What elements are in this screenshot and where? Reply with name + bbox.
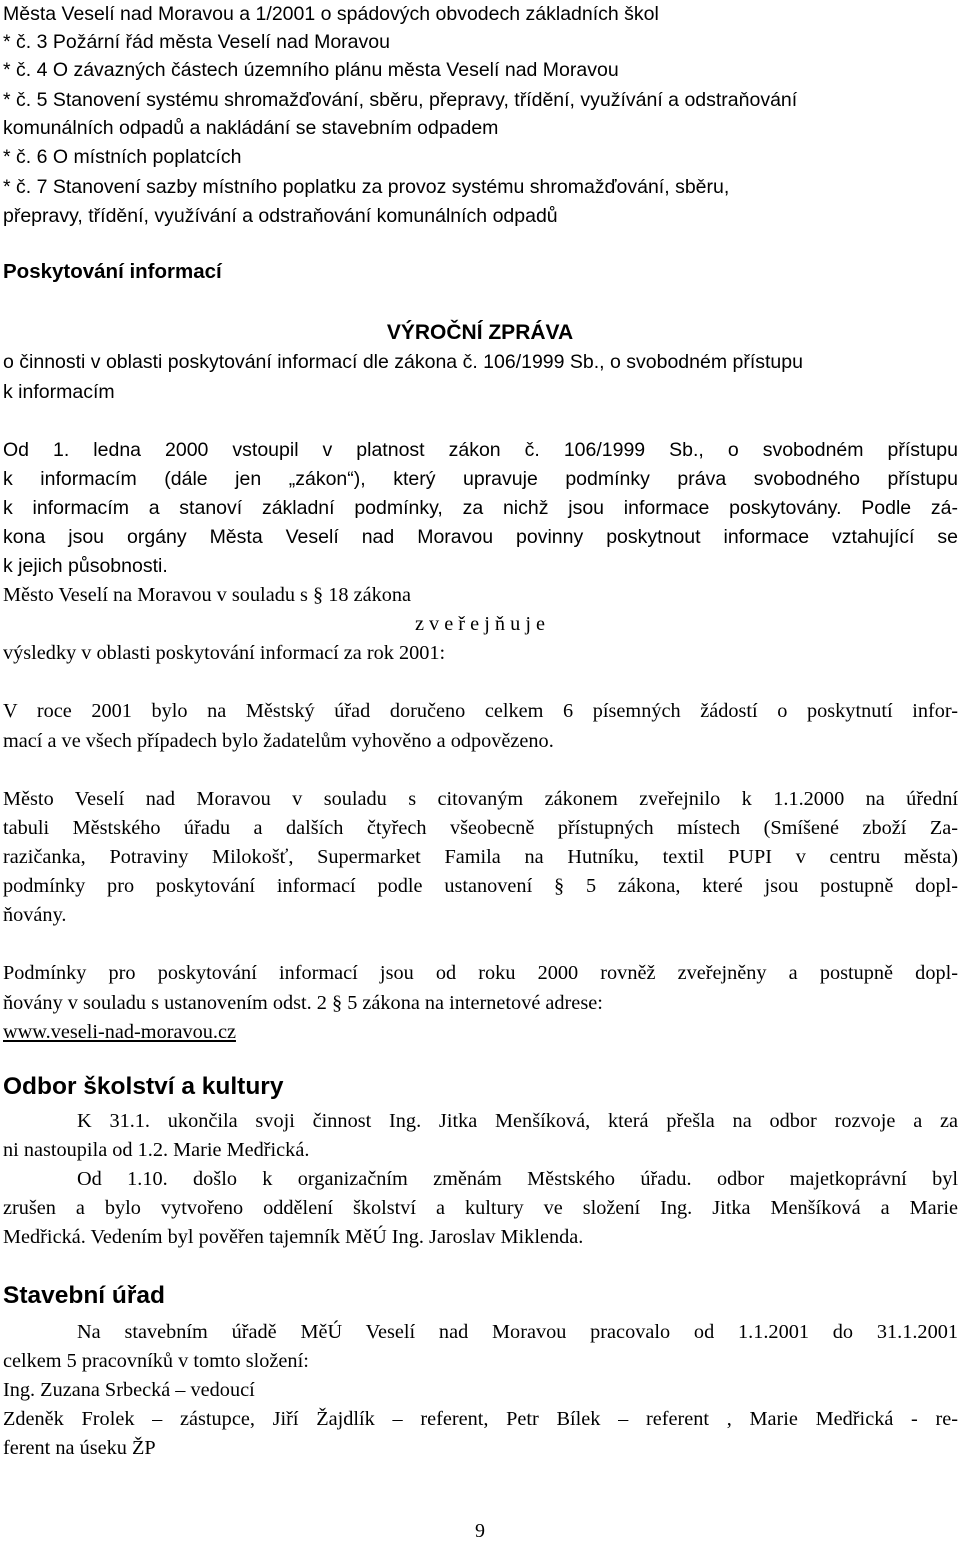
intro-line: * č. 3 Požární řád města Veselí nad Moravou [3,31,390,53]
paragraph-line: k informacím (dále jen „zákon“), který upravuje podmínky práva svobodného přístupu [3,468,958,490]
paragraph-line: Podmínky pro poskytování informací jsou od roku 2000 rovněž zveřejněny a postupně dopl- [3,962,958,984]
paragraph-line: ferent na úseku ŽP [3,1437,156,1459]
paragraph-line: Na stavebním úřadě MěÚ Veselí nad Moravou pracovalo od 1.1.2001 do 31.1.2001 [77,1321,958,1343]
paragraph-line: celkem 5 pracovníků v tomto složení: [3,1350,309,1372]
paragraph-line: razičanka, Potraviny Milokošť, Supermarket Famila na Hutníku, textil PUPI v centru města) [3,846,958,868]
website-link[interactable]: www.veseli-nad-moravou.cz [3,1021,236,1043]
paragraph-line: Ing. Zuzana Srbecká – vedoucí [3,1379,255,1401]
link-line [3,1018,958,1047]
section-heading-building: Stavební úřad [3,1282,166,1309]
paragraph-line: Zdeněk Frolek – zástupce, Jiří Žajdlík – referent, Petr Bílek – referent , Marie Medřická - re- [3,1408,958,1430]
paragraph-line: Medřická. Vedením byl pověřen tajemník MěÚ Ing. Jaroslav Miklenda. [3,1226,584,1248]
paragraph-line: ňovány. [3,904,67,926]
paragraph-line: výsledky v oblasti poskytování informací za rok 2001: [3,642,446,664]
section-heading-info: Poskytování informací [3,260,222,283]
paragraph-line: k jejich působnosti. [3,555,168,577]
paragraph-line: Město Veselí nad Moravou v souladu s citovaným zákonem zveřejnilo k 1.1.2000 na úřední [3,788,958,810]
intro-line: * č. 4 O závazných částech územního plánu města Veselí nad Moravou [3,59,619,81]
paragraph-line: Od 1. ledna 2000 vstoupil v platnost zákon č. 106/1999 Sb., o svobodném přístupu [3,439,958,461]
paragraph-line: Od 1.10. došlo k organizačním změnám Městského úřadu. odbor majetkoprávní byl [77,1168,958,1190]
paragraph-line: kona jsou orgány Města Veselí nad Moravou povinny poskytnout informace vztahující se [3,526,958,548]
paragraph-line: zrušen a bylo vytvořeno oddělení školství a kultury ve složení Ing. Jitka Menšíková a Marie [3,1197,958,1219]
paragraph-line: k informacím a stanoví základní podmínky, za nichž jsou informace poskytovány. Podle zá- [3,497,958,519]
paragraph-line: K 31.1. ukončila svoji činnost Ing. Jitka Menšíková, která přešla na odbor rozvoje a za [77,1110,958,1132]
paragraph-line: ni nastoupila od 1.2. Marie Medřická. [3,1139,310,1161]
publishes-spaced: z v e ř e j ň u j e [414,613,546,635]
section-heading-school: Odbor školství a kultury [3,1073,284,1100]
page-number: 9 [475,1520,485,1542]
paragraph-line: tabuli Městského úřadu a dalších čtyřech všeobecně přístupných místech (Smíšené zboží Za- [3,817,958,839]
intro-line: komunálních odpadů a nakládání se stavebním odpadem [3,117,499,139]
intro-line: * č. 6 O místních poplatcích [3,146,242,168]
intro-line: * č. 5 Stanovení systému shromažďování, sběru, přepravy, třídění, využívání a odstraňování [3,89,798,111]
report-subtitle: o činnosti v oblasti poskytování informací dle zákona č. 106/1999 Sb., o svobodném přístupu [3,351,803,373]
intro-line: přepravy, třídění, využívání a odstraňování komunálních odpadů [3,205,558,227]
paragraph-line: V roce 2001 bylo na Městský úřad doručeno celkem 6 písemných žádostí o poskytnutí infor- [3,700,958,722]
intro-line: Města Veselí nad Moravou a 1/2001 o spádových obvodech základních škol [3,3,659,25]
intro-line: * č. 7 Stanovení sazby místního poplatku za provoz systému shromažďování, sběru, [3,176,730,198]
paragraph-line: podmínky pro poskytování informací podle ustanovení § 5 zákona, které jsou postupně dopl- [3,875,958,897]
paragraph-line: mací a ve všech případech bylo žadatelům vyhověno a odpovězeno. [3,730,554,752]
report-subtitle: k informacím [3,381,115,403]
report-title: VÝROČNÍ ZPRÁVA [386,321,574,344]
paragraph-line: Město Veselí na Moravou v souladu s § 18 zákona [3,584,412,606]
paragraph-line: ňovány v souladu s ustanovením odst. 2 § 5 zákona na internetové adrese: [3,992,603,1014]
